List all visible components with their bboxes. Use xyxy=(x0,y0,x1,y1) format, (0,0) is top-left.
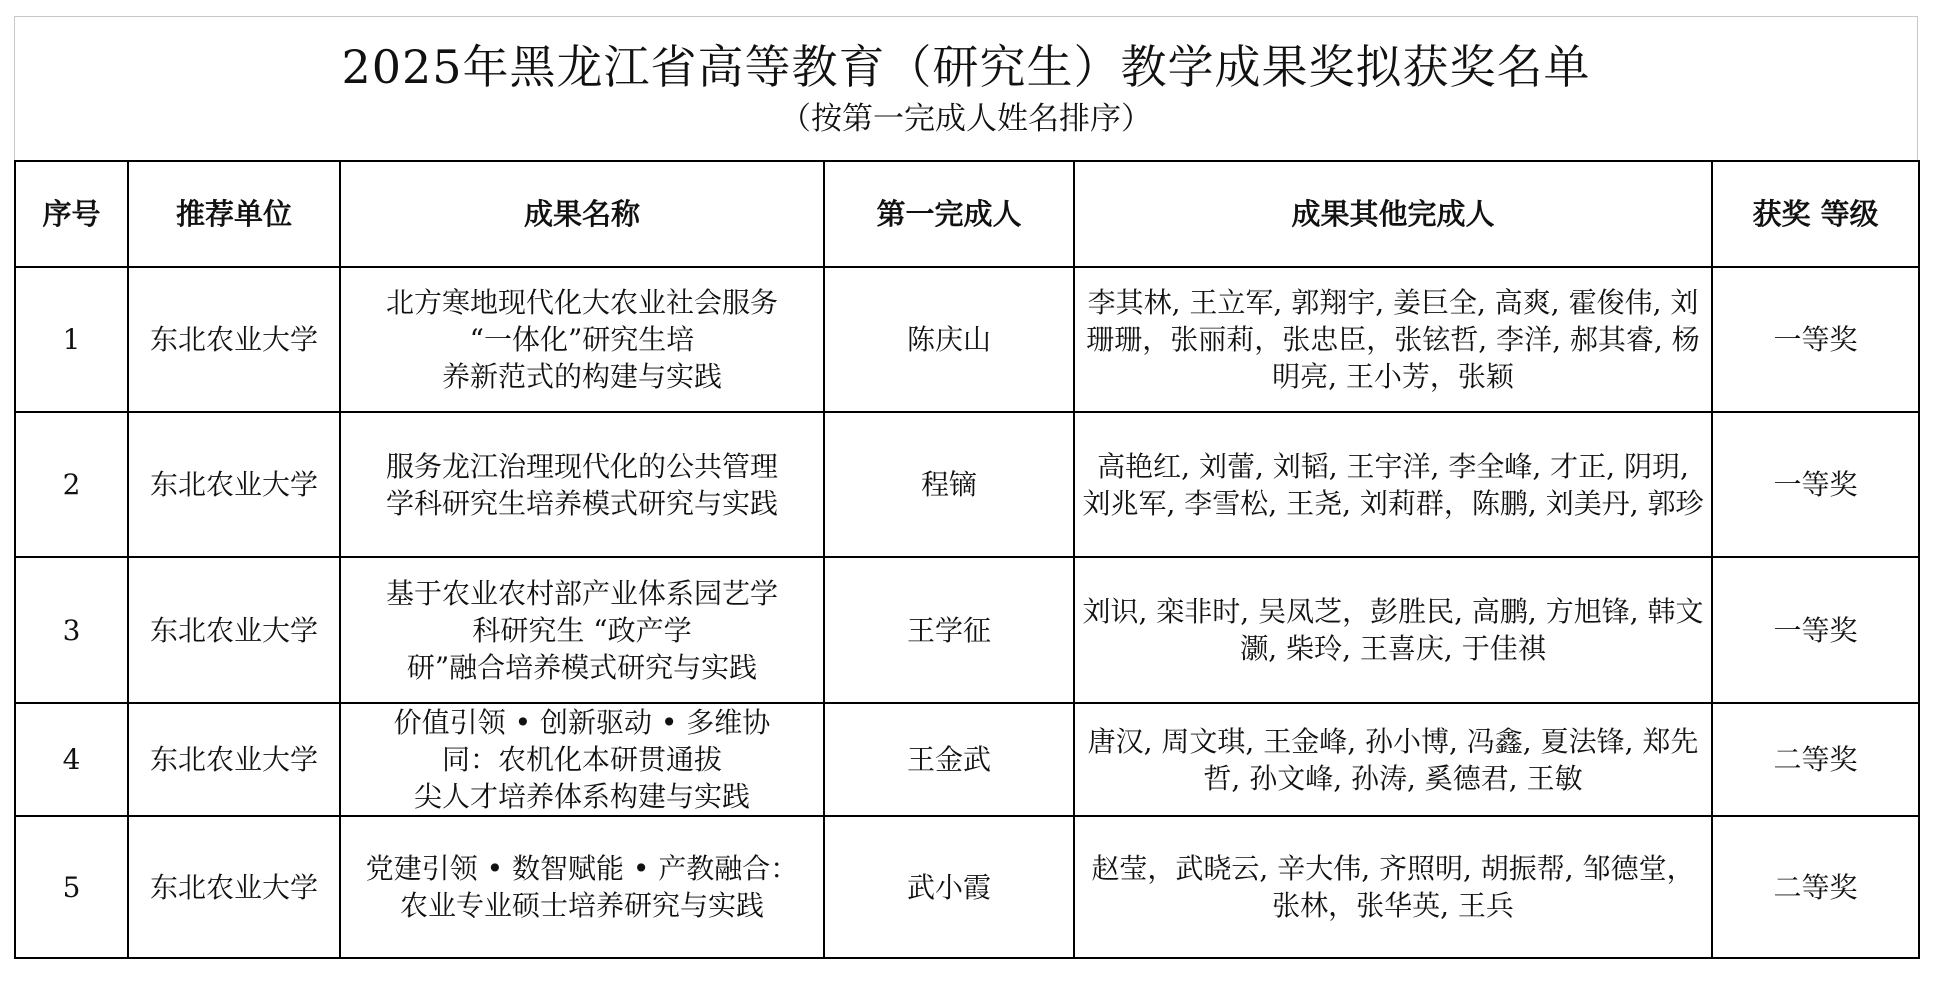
cell-unit: 东北农业大学 xyxy=(128,557,340,703)
cell-name: 基于农业农村部产业体系园艺学 科研究生 “政产学 研”融合培养模式研究与实践 xyxy=(340,557,824,703)
cell-seq: 4 xyxy=(15,703,128,816)
cell-award: 一等奖 xyxy=(1712,267,1919,412)
cell-award: 一等奖 xyxy=(1712,557,1919,703)
cell-first: 武小霞 xyxy=(824,816,1074,958)
column-header-others: 成果其他完成人 xyxy=(1074,161,1712,267)
cell-name: 党建引领 • 数智赋能 • 产教融合： 农业专业硕士培养研究与实践 xyxy=(340,816,824,958)
cell-unit: 东北农业大学 xyxy=(128,267,340,412)
cell-unit: 东北农业大学 xyxy=(128,703,340,816)
cell-first: 陈庆山 xyxy=(824,267,1074,412)
table-row xyxy=(15,267,1919,412)
cell-others: 李其林, 王立军, 郭翔宇, 姜巨全, 高爽, 霍俊伟, 刘珊珊，张丽莉，张忠臣，张铉哲, 李洋, 郝其睿, 杨明亮, 王小芳，张颖 xyxy=(1074,267,1712,412)
cell-name: 价值引领 • 创新驱动 • 多维协 同：农机化本研贯通拔 尖人才培养体系构建与实践 xyxy=(340,703,824,816)
cell-seq: 5 xyxy=(15,816,128,958)
cell-others: 高艳红, 刘蕾, 刘韬, 王宇洋, 李全峰, 才正, 阴玥, 刘兆军, 李雪松, 王尧, 刘莉群，陈鹏, 刘美丹, 郭珍 xyxy=(1074,412,1712,557)
cell-seq: 3 xyxy=(15,557,128,703)
table-row xyxy=(15,816,1919,958)
table-header-row xyxy=(15,161,1919,267)
cell-first: 王学征 xyxy=(824,557,1074,703)
cell-unit: 东北农业大学 xyxy=(128,816,340,958)
column-header-seq: 序号 xyxy=(15,161,128,267)
column-header-award: 获奖 等级 xyxy=(1712,161,1919,267)
column-header-unit: 推荐单位 xyxy=(128,161,340,267)
table-row xyxy=(15,703,1919,816)
document-header xyxy=(14,16,1918,160)
cell-others: 唐汉, 周文琪, 王金峰, 孙小博, 冯鑫, 夏法锋, 郑先哲, 孙文峰, 孙涛, 奚德君, 王敏 xyxy=(1074,703,1712,816)
column-header-name: 成果名称 xyxy=(340,161,824,267)
cell-name: 北方寒地现代化大农业社会服务 “一体化”研究生培 养新范式的构建与实践 xyxy=(340,267,824,412)
column-header-first: 第一完成人 xyxy=(824,161,1074,267)
cell-award: 二等奖 xyxy=(1712,703,1919,816)
cell-seq: 1 xyxy=(15,267,128,412)
table-row xyxy=(15,412,1919,557)
cell-unit: 东北农业大学 xyxy=(128,412,340,557)
page-title: 2025年黑龙江省高等教育（研究生）教学成果奖拟获奖名单 xyxy=(341,40,1591,94)
table-row xyxy=(15,557,1919,703)
cell-seq: 2 xyxy=(15,412,128,557)
award-table xyxy=(14,160,1920,959)
cell-name: 服务龙江治理现代化的公共管理 学科研究生培养模式研究与实践 xyxy=(340,412,824,557)
cell-others: 赵莹，武晓云, 辛大伟, 齐照明, 胡振帮, 邹德堂，张林，张华英, 王兵 xyxy=(1074,816,1712,958)
cell-others: 刘识, 栾非时, 吴凤芝，彭胜民, 高鹏, 方旭锋, 韩文灏, 柴玲, 王喜庆, 于佳祺 xyxy=(1074,557,1712,703)
cell-first: 程镝 xyxy=(824,412,1074,557)
page-subtitle: （按第一完成人姓名排序） xyxy=(780,101,1152,137)
cell-award: 二等奖 xyxy=(1712,816,1919,958)
cell-award: 一等奖 xyxy=(1712,412,1919,557)
cell-first: 王金武 xyxy=(824,703,1074,816)
